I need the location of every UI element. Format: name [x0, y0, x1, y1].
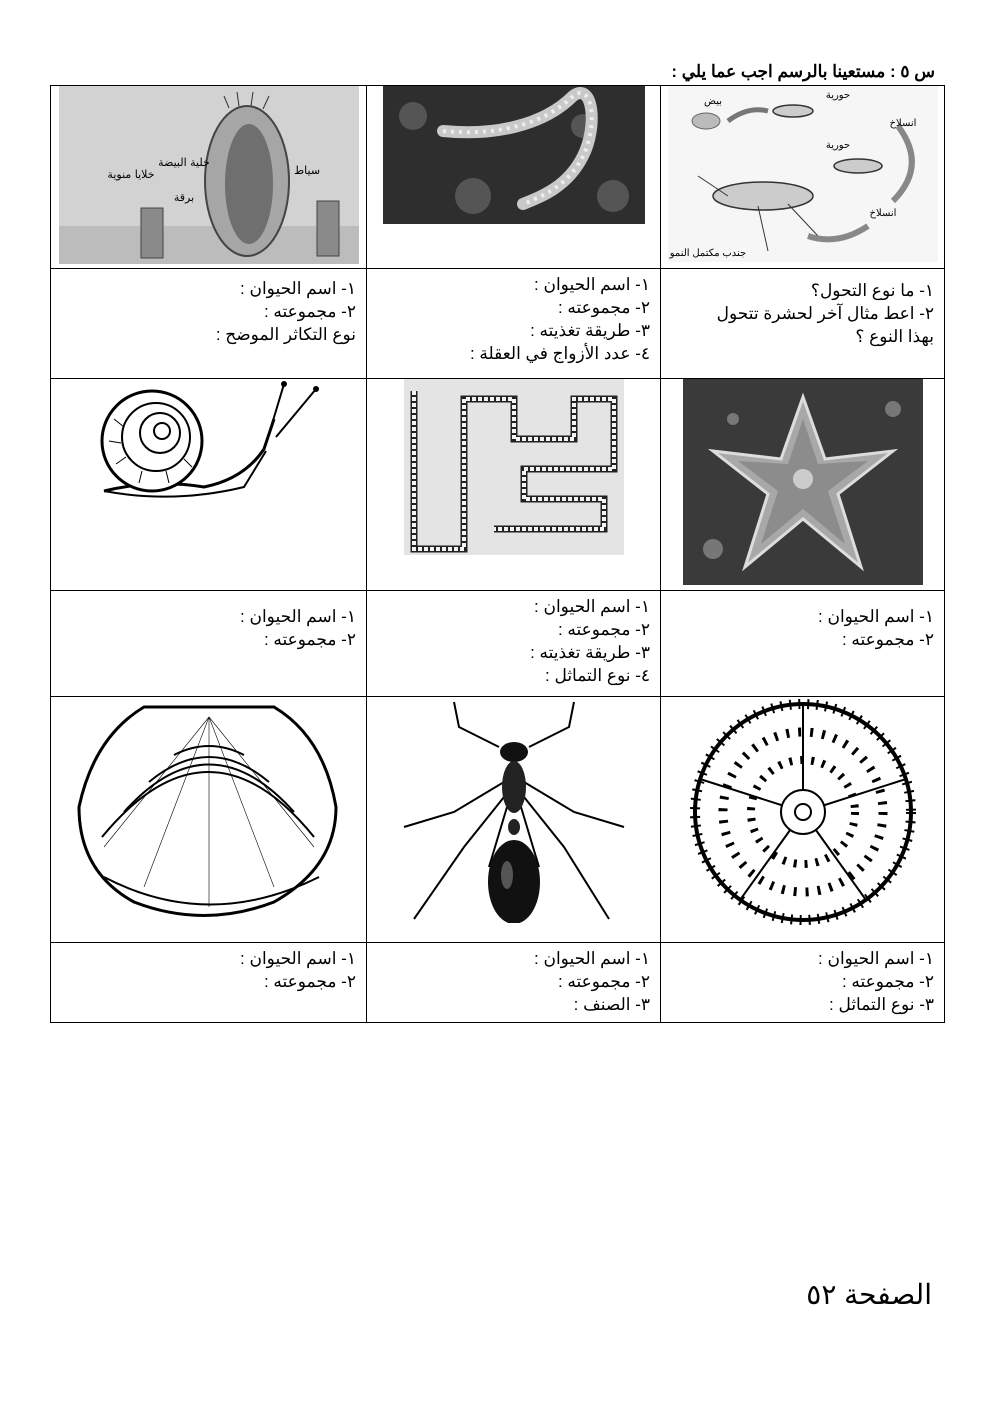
ant-image [399, 697, 629, 923]
question-line: ٣- نوع التماثل : [829, 995, 934, 1014]
question-line: ٣- طريقة تغذيته : [530, 643, 650, 662]
sea-urchin-image-cell [661, 697, 945, 943]
question-line: نوع التكاثر الموضح : [215, 325, 356, 344]
question-line: ١- اسم الحيوان : [818, 949, 934, 968]
question-line: ٢- مجموعته : [263, 630, 356, 649]
sea-urchin-questions [661, 943, 945, 1023]
label-adult-grasshopper: جندب مكتمل النمو [669, 248, 746, 259]
question-line: ٣- الصنف : [573, 995, 650, 1014]
snail-questions [51, 591, 367, 697]
question-line: ٤- نوع التماثل : [545, 666, 650, 685]
question-line: بهذا النوع ؟ [855, 327, 934, 346]
clam-shell-image-cell [51, 697, 367, 943]
centipede-image-cell [367, 86, 661, 269]
label-flagella: سياط [293, 164, 320, 177]
snail-image [94, 379, 324, 509]
question-line: ٢- مجموعته : [557, 298, 650, 317]
starfish-image-cell [661, 379, 945, 591]
sponge-reproduction-image-cell [51, 86, 367, 269]
sponge-questions [51, 269, 367, 379]
question-line: ٢- مجموعته : [557, 620, 650, 639]
question-line: ١- اسم الحيوان : [818, 607, 934, 626]
centipede-image [383, 86, 645, 224]
question-line: ٢- مجموعته : [557, 972, 650, 991]
question-line: ١- اسم الحيوان : [240, 607, 356, 626]
tapeworm-image [404, 379, 624, 555]
question-title: س ٥ : مستعينا بالرسم اجب عما يلي : [671, 62, 935, 81]
ant-image-cell [367, 697, 661, 943]
question-line: ٢- مجموعته : [263, 972, 356, 991]
label-nymph-1: حورية [825, 90, 850, 101]
label-molt-2: انسلاخ [869, 208, 896, 219]
label-molt-1: انسلاخ [889, 118, 916, 129]
label-eggs: بيض [703, 96, 722, 107]
snail-image-cell [51, 379, 367, 591]
tapeworm-questions [367, 591, 661, 697]
label-sperm-cells: خلايا منوية [106, 168, 155, 181]
page-number: الصفحة ٥٢ [806, 1279, 932, 1310]
question-line: ٣- طريقة تغذيته : [530, 321, 650, 340]
question-table [50, 85, 945, 1023]
question-line: ٢- اعط مثال آخر لحشرة تتحول [716, 304, 934, 323]
label-egg-cell: خلية البيضة [157, 156, 210, 169]
question-line: ١- اسم الحيوان : [534, 275, 650, 294]
ant-questions [367, 943, 661, 1023]
sponge-reproduction-image [59, 86, 359, 264]
grasshopper-lifecycle-image-cell [661, 86, 945, 269]
question-line: ٢- مجموعته : [841, 972, 934, 991]
grasshopper-questions [661, 269, 945, 379]
question-line: ١- اسم الحيوان : [534, 949, 650, 968]
clam-questions [51, 943, 367, 1023]
sea-urchin-image [688, 697, 918, 927]
tapeworm-image-cell [367, 379, 661, 591]
starfish-questions [661, 591, 945, 697]
label-larva: برقة [173, 191, 194, 204]
question-line: ٤- عدد الأزواج في العقلة : [469, 344, 650, 363]
question-line: ١- ما نوع التحول؟ [810, 281, 934, 300]
question-line: ١- اسم الحيوان : [240, 949, 356, 968]
question-line: ٢- مجموعته : [841, 630, 934, 649]
question-line: ٢- مجموعته : [263, 302, 356, 321]
starfish-image [683, 379, 923, 585]
question-line: ١- اسم الحيوان : [240, 279, 356, 298]
grasshopper-lifecycle-image [668, 86, 938, 262]
centipede-questions [367, 269, 661, 379]
question-line: ١- اسم الحيوان : [534, 597, 650, 616]
label-nymph-2: حورية [825, 140, 850, 151]
clam-shell-image [74, 697, 344, 925]
